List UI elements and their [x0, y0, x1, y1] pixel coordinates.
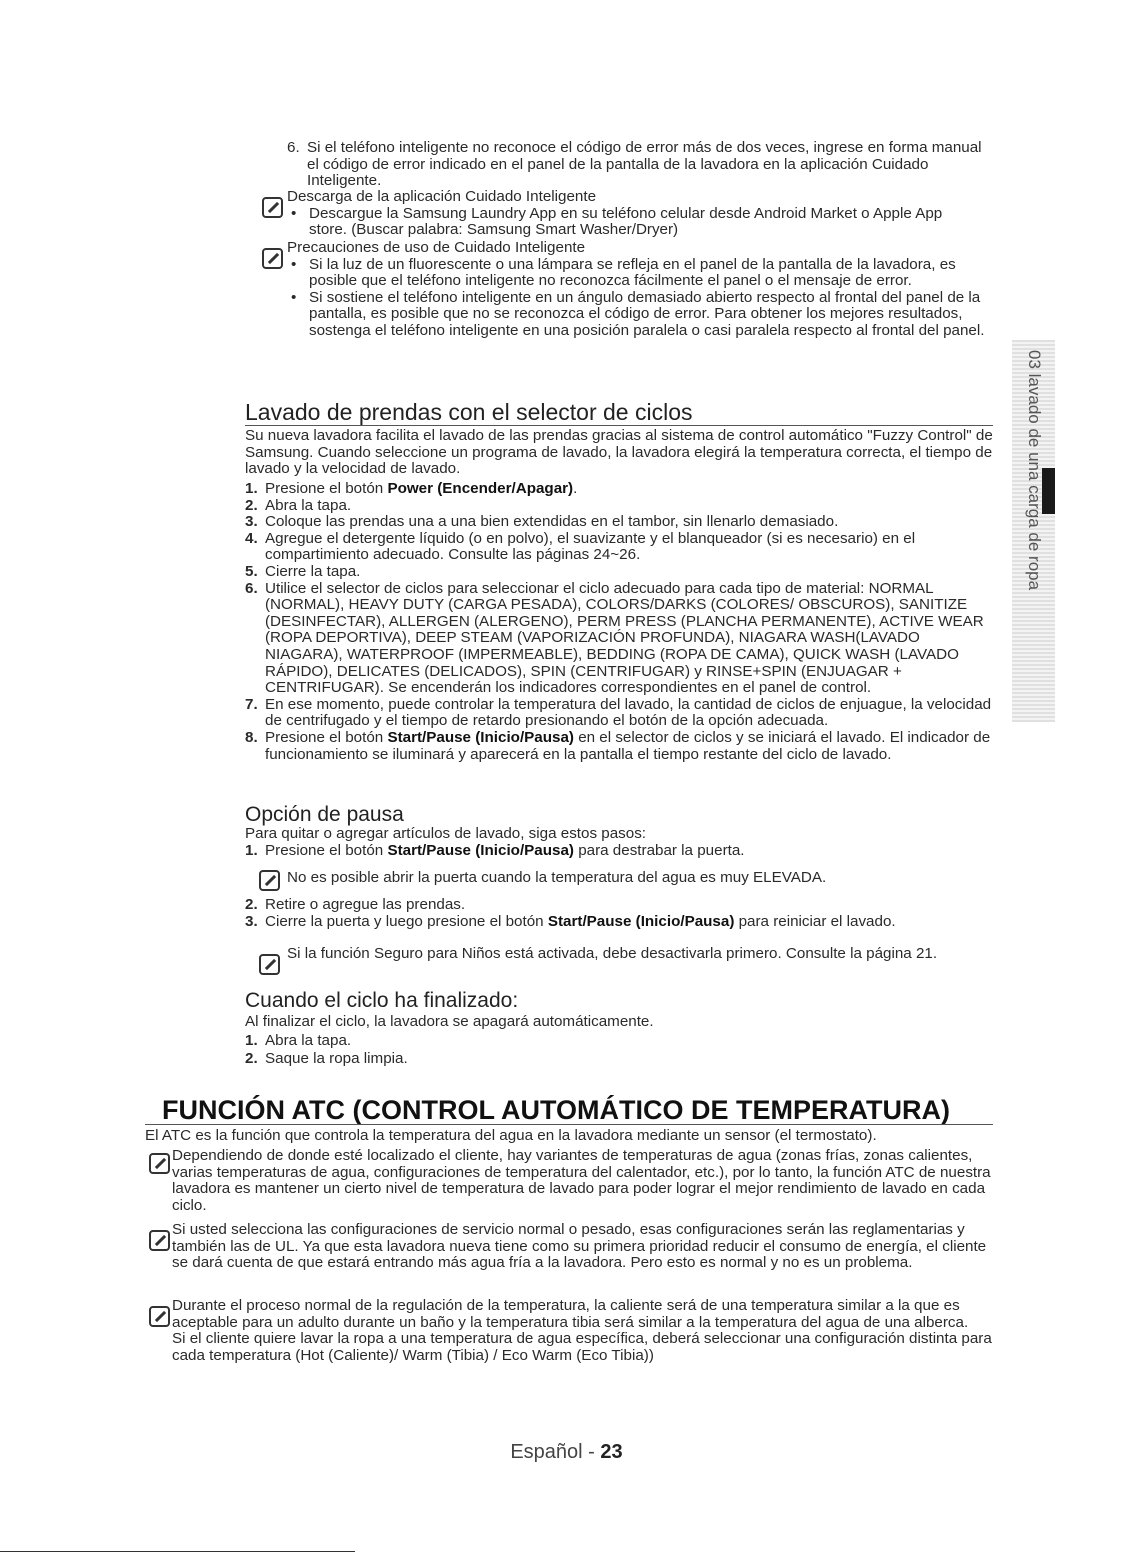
note-bullet: • Descargue la Samsung Laundry App en su teléfono celular desde Android Market o Apple App store. (Buscar palabra: Samsung Smart Washer/Dryer)	[287, 206, 982, 239]
step-text: en el selector de ciclos y se iniciará el lavado. El indicador de funcionamiento se iluminará y aparecerá en la pantalla el tiempo restante del ciclo de lavado.	[265, 728, 991, 763]
step-text: para reiniciar el lavado.	[734, 912, 896, 930]
step-item	[245, 564, 993, 581]
step-text: Abra la tapa.	[265, 496, 352, 514]
pausa-steps	[245, 897, 993, 930]
step-number: 6.	[245, 579, 258, 597]
step-number: 2.	[245, 496, 258, 514]
atc-note-1	[172, 1148, 992, 1214]
step-number: 3.	[245, 513, 258, 531]
footer-language: Español -	[510, 1441, 601, 1463]
note-text: Si usted selecciona las configuraciones de servicio normal o pesado, esas configuraciones serán las reglamentarias y también las de UL. Ya que esta lavadora nueva tiene como su primera prioridad reducir el consumo de energía, el cliente se dará cuenta de que estará entrando más agua fría a la lavadora. Pero esto es normal y no es un problema.	[172, 1221, 987, 1272]
subsection-heading: Cuando el ciclo ha finalizado:	[245, 989, 519, 1012]
atc-note-3	[172, 1298, 992, 1364]
note-bullet: • Si la luz de un fluorescente o una lámpara se refleja en el panel de la pantalla de la lavadora, es posible que el teléfono inteligente no reconozca fácilmente el panel o el mensaje de error.	[287, 257, 992, 290]
step-text: Presione el botón	[265, 728, 388, 746]
bottom-rule	[0, 1551, 355, 1552]
atc-note-2	[172, 1222, 992, 1272]
step-number: 1.	[245, 480, 258, 497]
step-text: Coloque las prendas una a una bien extendidas en el tambor, sin llenarlo demasiado.	[265, 513, 839, 531]
step-bold: Power (Encender/Apagar)	[387, 480, 574, 497]
step-bold: Start/Pause (Inicio/Pausa)	[387, 728, 574, 746]
step-text: Cierre la tapa.	[265, 562, 361, 580]
subsection-heading: Opción de pausa	[245, 803, 404, 826]
lavado-intro	[245, 428, 993, 478]
intro-text: El ATC es la función que controla la temperatura del agua en la lavadora mediante un sensor (el termostato).	[145, 1127, 877, 1144]
step-text: Si el teléfono inteligente no reconoce el código de error más de dos veces, ingrese en forma manual el código de error indicado en el panel de la pantalla de la lavadora en la aplicación Cuidado Inteligente.	[307, 139, 982, 190]
note-text: Dependiendo de donde esté localizado el cliente, hay variantes de temperaturas de agua (zonas frías, zonas calientes, varias temperaturas de agua, configuraciones de temperatura del calentador, etc.), por lo tanto, la función ATC de nuestra lavadora es mantener un cierto nivel de temperatura de lavado para poder lograr el mejor rendimiento de lavado en cada ciclo.	[172, 1147, 991, 1214]
section-heading: Lavado de prendas con el selector de ciclos	[245, 399, 693, 425]
step-number: 2.	[245, 1050, 258, 1068]
step-6-block	[287, 140, 982, 190]
step-number: 5.	[245, 562, 258, 580]
pausa-note-2	[287, 946, 977, 963]
step-bold: Start/Pause (Inicio/Pausa)	[387, 841, 574, 859]
step-item	[245, 514, 993, 531]
step-item	[245, 1051, 993, 1068]
note-title: Descarga de la aplicación Cuidado Inteligente	[287, 188, 597, 205]
step-text: Cierre la puerta y luego presione el botón	[265, 912, 548, 930]
heading-rule	[145, 1124, 993, 1125]
step-item	[245, 697, 993, 730]
page-footer	[0, 1441, 1133, 1464]
step-text: para destrabar la puerta.	[573, 841, 745, 859]
step-item	[245, 1033, 993, 1050]
chapter-tab-label: 03 lavado de una carga de ropa	[1025, 350, 1044, 591]
step-text: Abra la tapa.	[265, 1031, 352, 1049]
step-number: 1.	[245, 1031, 258, 1049]
step-item	[245, 730, 993, 763]
step-text: Presione el botón	[265, 841, 388, 859]
note-text: Durante el proceso normal de la regulación de la temperatura, la caliente será de una temperatura similar a la que es aceptable para un adulto durante un baño y la temperatura tibia será similar a la temperatura del agua de una alberca.	[172, 1297, 969, 1331]
note-icon	[259, 954, 280, 975]
step-text: Presione el botón	[265, 480, 388, 497]
step-item	[245, 843, 993, 860]
step-number: 8.	[245, 728, 258, 746]
atc-intro	[145, 1128, 1000, 1145]
intro-text: Al finalizar el ciclo, la lavadora se apagará automáticamente.	[245, 1013, 654, 1030]
step-item	[245, 581, 993, 697]
note-smart-care-precautions	[287, 240, 992, 340]
step-text: .	[573, 480, 578, 497]
step-text: En ese momento, puede controlar la temperatura del lavado, la cantidad de ciclos de enjuague, la velocidad de centrifugado y el tiempo de retardo presionando el botón de la opción adecuada.	[265, 695, 992, 730]
step-item	[245, 914, 993, 931]
note-title: Precauciones de uso de Cuidado Inteligente	[287, 239, 586, 256]
intro-text: Para quitar o agregar artículos de lavado, siga estos pasos:	[245, 825, 647, 842]
finalizado-block	[245, 1014, 993, 1068]
step-text: Agregue el detergente líquido (o en polvo), el suavizante y el blanqueador (si es necesario) en el compartimiento adecuado. Consulte las páginas 24~26.	[265, 529, 916, 564]
pausa-note	[287, 870, 987, 887]
step-text: Utilice el selector de ciclos para seleccionar el ciclo adecuado para cada tipo de material: NORMAL (NORMAL), HEAVY DUTY (CARGA PESADA), COLORS/DARKS (COLORES/ OBSCUROS), SANITIZE (DESINFECTAR), ALLERGEN (ALERGENO), PERM PRESS (PLANCHA PERMANENTE), ACTIVE WEAR (ROPA DEPORTIVA), DEEP STEAM (VAPORIZACIÓN PROFUNDA), NIAGARA WASH(LAVADO NIAGARA), WATERPROOF (IMPERMEABLE), BEDDING (ROPA DE CAMA), QUICK WASH (LAVADO RÁPIDO), DELICATES (DELICADOS), SPIN (CENTRIFUGAR) y RINSE+SPIN (ENJUAGAR + CENTRIFUGAR). Se encenderán los indicadores correspondientes en el panel de control.	[265, 579, 984, 697]
step-number: 7.	[245, 695, 258, 713]
pausa-block	[245, 826, 993, 859]
step-item	[245, 498, 993, 515]
note-icon	[262, 248, 283, 269]
step-bold: Start/Pause (Inicio/Pausa)	[547, 912, 735, 930]
main-heading: FUNCIÓN ATC (CONTROL AUTOMÁTICO DE TEMPERATURA)	[162, 1095, 950, 1125]
step-item	[245, 531, 993, 564]
step-item	[245, 897, 993, 914]
step-number: 1.	[245, 841, 258, 859]
note-icon	[262, 197, 283, 218]
step-number: 3.	[245, 912, 258, 930]
heading-rule	[245, 425, 993, 426]
lavado-steps	[245, 481, 993, 763]
note-icon	[149, 1230, 170, 1251]
step-number: 2.	[245, 896, 258, 913]
note-icon	[149, 1153, 170, 1174]
note-icon	[259, 870, 280, 891]
step-item	[245, 481, 993, 498]
step-text: Saque la ropa limpia.	[265, 1050, 408, 1068]
note-bullet: • Si sostiene el teléfono inteligente en un ángulo demasiado abierto respecto al frontal del panel de la pantalla, es posible que no se reconozca el código de error. Para obtener los mejores resultados, sostenga el teléfono inteligente en una posición paralela o casi paralela respecto al frontal del panel.	[287, 290, 992, 340]
note-icon	[149, 1306, 170, 1327]
intro-text: Su nueva lavadora facilita el lavado de las prendas gracias al sistema de control automático "Fuzzy Control" de Samsung. Cuando seleccione un programa de lavado, la lavadora elegirá la temperatura correcta, el tiempo de lavado y la velocidad de lavado.	[245, 427, 993, 478]
note-text: No es posible abrir la puerta cuando la temperatura del agua es muy ELEVADA.	[287, 869, 827, 886]
step-number: 4.	[245, 529, 258, 547]
note-smart-care-download	[287, 189, 982, 239]
page-number: 23	[600, 1441, 623, 1463]
step-text: Retire o agregue las prendas.	[265, 896, 466, 913]
note-text: Si la función Seguro para Niños está activada, debe desactivarla primero. Consulte la página 21.	[287, 945, 938, 962]
step-number: 6.	[287, 139, 300, 156]
note-text: Si el cliente quiere lavar la ropa a una temperatura de agua específica, deberá seleccionar una configuración distinta para cada temperatura (Hot (Caliente)/ Warm (Tibia) / Eco Warm (Eco Tibia))	[172, 1330, 992, 1364]
